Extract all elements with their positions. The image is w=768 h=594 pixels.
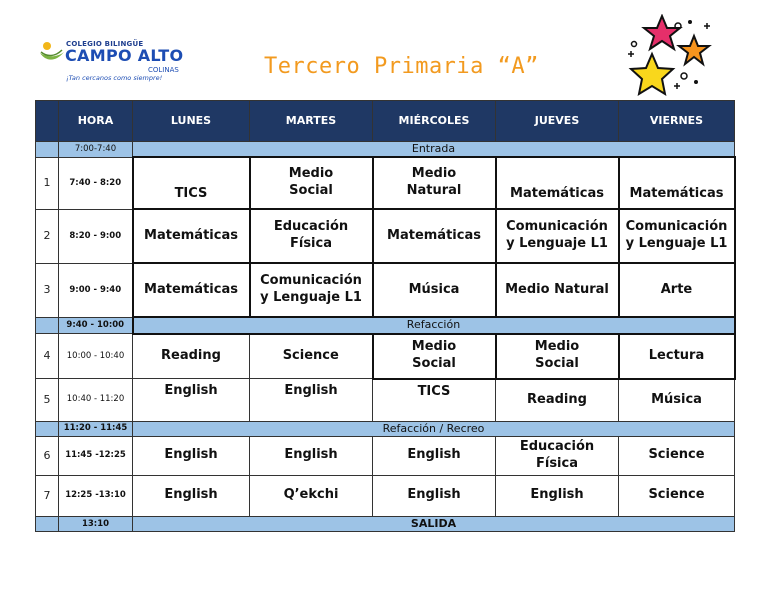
cell-jueves-text: Comunicación y Lenguaje L1 xyxy=(506,219,608,252)
entrada-row xyxy=(36,142,735,158)
table-row xyxy=(36,379,735,422)
cell-miercoles-text: Medio Social xyxy=(411,339,457,372)
cell-viernes: Música xyxy=(619,379,735,422)
recreo-row xyxy=(36,421,735,436)
row-number: 4 xyxy=(36,334,59,379)
cell-martes: Science xyxy=(250,334,373,379)
cell-martes xyxy=(250,209,373,263)
header-row xyxy=(36,101,735,142)
cell-jueves: Medio Natural xyxy=(496,263,619,317)
cell-miercoles: Matemáticas xyxy=(373,209,496,263)
salida-label: SALIDA xyxy=(133,516,735,531)
cell-jueves: Matemáticas xyxy=(496,157,619,209)
salida-row xyxy=(36,516,735,531)
logo-emblem-icon xyxy=(38,40,66,70)
row-number: 7 xyxy=(36,475,59,516)
table-row xyxy=(36,157,735,209)
row-number: 3 xyxy=(36,263,59,317)
cell-lunes: English xyxy=(133,475,250,516)
school-campus: COLINAS xyxy=(148,66,179,74)
col-header-num xyxy=(36,101,59,142)
row-number: 2 xyxy=(36,209,59,263)
cell-lunes: Matemáticas xyxy=(133,209,250,263)
row-time: 10:00 - 10:40 xyxy=(59,334,133,379)
page-title: Tercero Primaria “A” xyxy=(264,54,539,79)
row-time: 9:00 - 9:40 xyxy=(59,263,133,317)
cell-martes-text: Comunicación y Lenguaje L1 xyxy=(260,273,362,306)
cell-lunes: English xyxy=(133,436,250,475)
cell-jueves xyxy=(496,334,619,379)
table-row xyxy=(36,209,735,263)
cell-martes xyxy=(250,263,373,317)
table-row xyxy=(36,436,735,475)
cell-martes xyxy=(250,157,373,209)
school-name: CAMPO ALTO xyxy=(65,46,184,65)
cell-martes: English xyxy=(250,379,373,422)
col-header-jueves: JUEVES xyxy=(496,101,619,142)
cell-viernes-text: Comunicación y Lenguaje L1 xyxy=(625,219,728,252)
row-number: 1 xyxy=(36,157,59,209)
cell-lunes: TICS xyxy=(133,157,250,209)
cell-viernes: Science xyxy=(619,436,735,475)
refaccion-time: 9:40 - 10:00 xyxy=(59,317,133,333)
cell-jueves: English xyxy=(496,475,619,516)
cell-jueves xyxy=(496,436,619,475)
cell-miercoles: English xyxy=(373,436,496,475)
cell-lunes: Reading xyxy=(133,334,250,379)
cell-miercoles xyxy=(373,334,496,379)
cell-martes: Q’ekchi xyxy=(250,475,373,516)
row-time: 8:20 - 9:00 xyxy=(59,209,133,263)
refaccion-blank xyxy=(36,317,59,333)
stars-icon xyxy=(622,14,714,100)
entrada-label: Entrada xyxy=(133,142,735,158)
school-slogan: ¡Tan cercanos como siempre! xyxy=(66,74,163,82)
row-number: 6 xyxy=(36,436,59,475)
refaccion-row xyxy=(36,317,735,333)
cell-miercoles: TICS xyxy=(373,379,496,422)
cell-jueves xyxy=(496,209,619,263)
cell-viernes: Matemáticas xyxy=(619,157,735,209)
row-number: 5 xyxy=(36,379,59,422)
schedule-table xyxy=(35,100,736,532)
school-line-1: COLEGIO BILINGÜE xyxy=(66,40,144,48)
row-time: 11:45 -12:25 xyxy=(59,436,133,475)
entrada-blank xyxy=(36,142,59,158)
cell-lunes: Matemáticas xyxy=(133,263,250,317)
col-header-viernes: VIERNES xyxy=(619,101,735,142)
cell-jueves: Reading xyxy=(496,379,619,422)
recreo-blank xyxy=(36,421,59,436)
cell-miercoles-text: Medio Natural xyxy=(406,166,462,199)
cell-martes: English xyxy=(250,436,373,475)
row-time: 12:25 -13:10 xyxy=(59,475,133,516)
row-time: 10:40 - 11:20 xyxy=(59,379,133,422)
cell-lunes: English xyxy=(133,379,250,422)
recreo-time: 11:20 - 11:45 xyxy=(59,421,133,436)
cell-jueves-text: Medio Social xyxy=(534,339,580,372)
cell-jueves-text: Educación Física xyxy=(519,439,595,471)
table-row xyxy=(36,475,735,516)
school-logo xyxy=(38,40,188,86)
refaccion-label: Refacción xyxy=(133,317,735,333)
row-time: 7:40 - 8:20 xyxy=(59,157,133,209)
col-header-hora: HORA xyxy=(59,101,133,142)
table-row xyxy=(36,263,735,317)
col-header-lunes: LUNES xyxy=(133,101,250,142)
cell-miercoles: Música xyxy=(373,263,496,317)
col-header-miercoles: MIÉRCOLES xyxy=(373,101,496,142)
salida-time: 13:10 xyxy=(59,516,133,531)
table-row xyxy=(36,334,735,379)
col-header-martes: MARTES xyxy=(250,101,373,142)
cell-martes-text: Medio Social xyxy=(288,166,334,199)
cell-viernes: Science xyxy=(619,475,735,516)
cell-miercoles: English xyxy=(373,475,496,516)
salida-blank xyxy=(36,516,59,531)
cell-miercoles xyxy=(373,157,496,209)
cell-viernes: Arte xyxy=(619,263,735,317)
recreo-label: Refacción / Recreo xyxy=(133,421,735,436)
entrada-time: 7:00-7:40 xyxy=(59,142,133,158)
cell-martes-text: Educación Física xyxy=(273,219,349,252)
cell-viernes: Lectura xyxy=(619,334,735,379)
cell-viernes xyxy=(619,209,735,263)
